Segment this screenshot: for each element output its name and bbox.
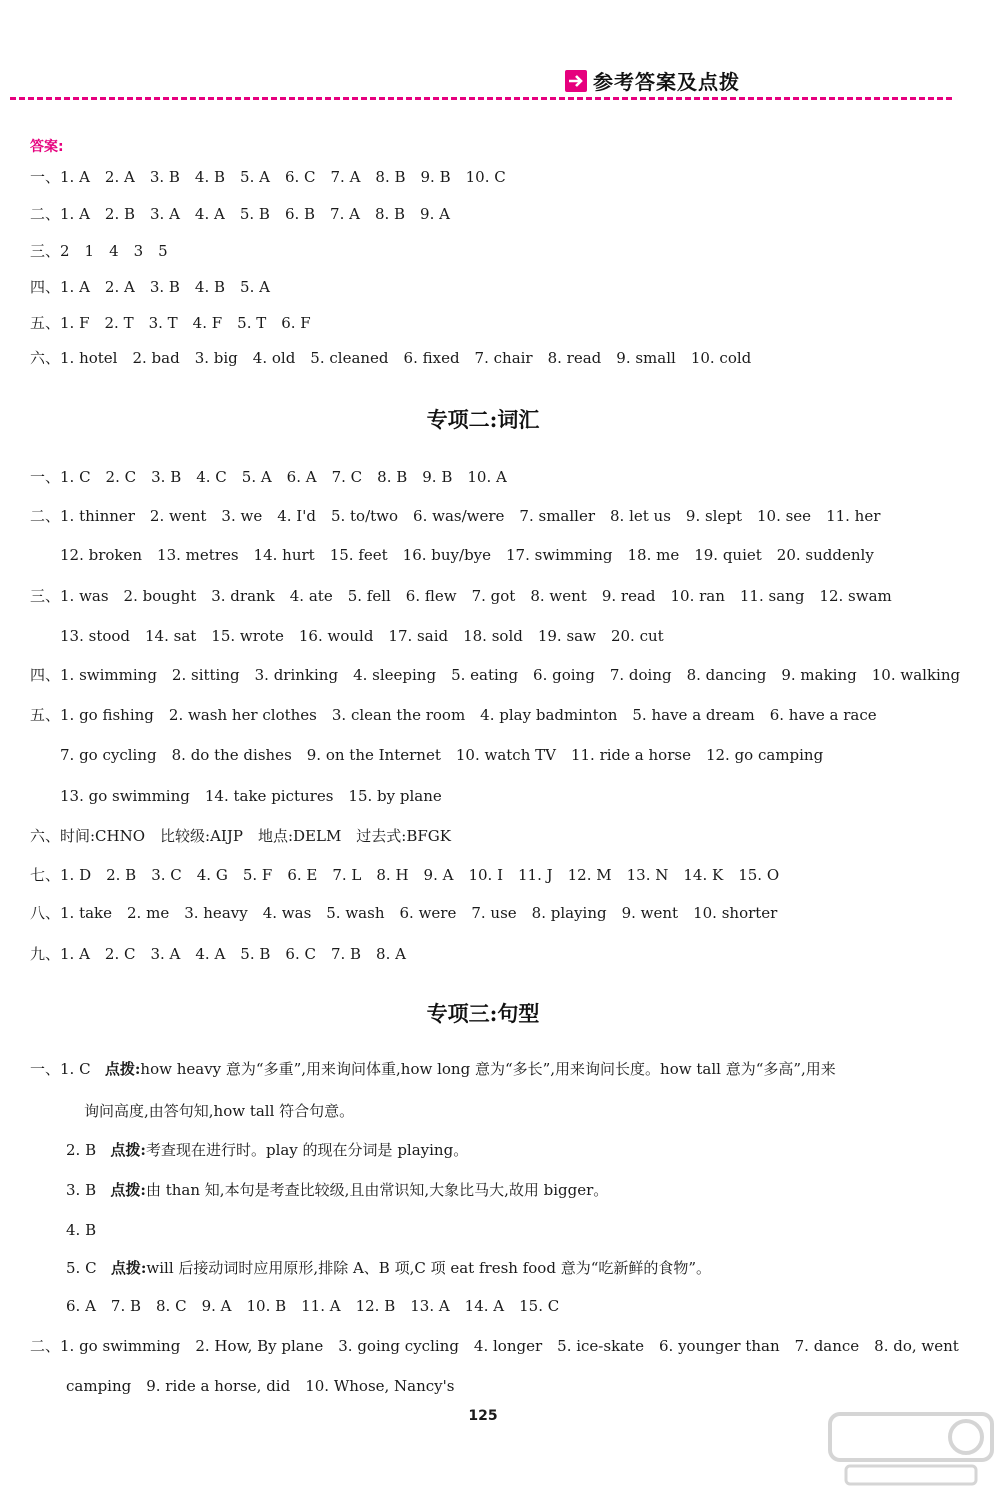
note-text: how heavy 意为“多重”,用来询问体重,how long 意为“多长”,用来询问长度。how tall 意为“多高”,用来	[140, 1060, 836, 1078]
answer-line: camping 9. ride a horse, did 10. Whose, Nancy's	[66, 1377, 455, 1395]
note-label: 点拨:	[110, 1181, 146, 1199]
answer-line: 7. go cycling 8. do the dishes 9. on the Internet 10. watch TV 11. ride a horse 12. go camping	[60, 746, 824, 764]
note-text: 考查现在进行时。play 的现在分词是 playing。	[145, 1141, 469, 1159]
header-divider	[10, 97, 952, 100]
answer-note	[66, 1180, 608, 1200]
answer-label: 答案:	[30, 139, 64, 155]
answer-note	[66, 1140, 468, 1160]
answer-line: 三、2 1 4 3 5	[30, 242, 168, 260]
answer-line: 六、时间:CHNO 比较级:AIJP 地点:DELM 过去式:BFGK	[30, 827, 451, 845]
question-number: 3. B	[66, 1181, 97, 1199]
answer-line: 13. go swimming 14. take pictures 15. by plane	[60, 787, 442, 805]
answer-line: 九、1. A 2. C 3. A 4. A 5. B 6. C 7. B 8. A	[30, 945, 406, 963]
note-text: 询问高度,由答句知,how tall 符合句意。	[84, 1102, 355, 1120]
arrow-right-icon	[565, 70, 587, 92]
watermark-logo-icon	[826, 1410, 996, 1490]
page-header	[565, 66, 740, 95]
answer-line: 一、1. C 2. C 3. B 4. C 5. A 6. A 7. C 8. B 9. B 10. A	[30, 468, 507, 486]
answer-line: 二、1. thinner 2. went 3. we 4. I'd 5. to/two 6. was/were 7. smaller 8. let us 9. slept 10. see 11. her	[30, 507, 881, 525]
note-label: 点拨:	[104, 1060, 141, 1078]
header-title: 参考答案及点拨	[593, 70, 740, 94]
answer-line: 6. A 7. B 8. C 9. A 10. B 11. A 12. B 13. A 14. A 15. C	[66, 1297, 560, 1315]
note-text: 由 than 知,本句是考查比较级,且由常识知,大象比马大,故用 bigger。	[145, 1181, 609, 1199]
answer-note	[66, 1258, 711, 1278]
answer-line: 12. broken 13. metres 14. hurt 15. feet 16. buy/bye 17. swimming 18. me 19. quiet 20. suddenly	[60, 546, 874, 564]
answer-line: 13. stood 14. sat 15. wrote 16. would 17. said 18. sold 19. saw 20. cut	[60, 627, 664, 645]
answer-line: 六、1. hotel 2. bad 3. big 4. old 5. cleaned 6. fixed 7. chair 8. read 9. small 10. cold	[30, 349, 752, 367]
answer-line: 一、1. A 2. A 3. B 4. B 5. A 6. C 7. A 8. B 9. B 10. C	[30, 168, 506, 186]
question-number: 一、1. C	[30, 1060, 91, 1078]
section-title-sentence-patterns: 专项三:句型	[426, 1001, 540, 1026]
answer-line: 五、1. go fishing 2. wash her clothes 3. clean the room 4. play badminton 5. have a dream 6. have a race	[30, 706, 877, 724]
answer-line: 四、1. A 2. A 3. B 4. B 5. A	[30, 278, 270, 296]
question-number: 5. C	[66, 1259, 97, 1277]
question-number: 2. B	[66, 1141, 97, 1159]
answer-line: 三、1. was 2. bought 3. drank 4. ate 5. fell 6. flew 7. got 8. went 9. read 10. ran 11. sang 12. swam	[30, 587, 892, 605]
answer-line: 八、1. take 2. me 3. heavy 4. was 5. wash 6. were 7. use 8. playing 9. went 10. shorter	[30, 904, 778, 922]
answer-line: 七、1. D 2. B 3. C 4. G 5. F 6. E 7. L 8. H 9. A 10. I 11. J 12. M 13. N 14. K 15. O	[30, 866, 780, 884]
note-label: 点拨:	[110, 1259, 147, 1277]
section-title-vocabulary: 专项二:词汇	[426, 407, 540, 432]
answer-line: 五、1. F 2. T 3. T 4. F 5. T 6. F	[30, 314, 311, 332]
page-number: 125	[468, 1408, 498, 1424]
note-text: will 后接动词时应用原形,排除 A、B 项,C 项 eat fresh food 意为“吃新鲜的食物”。	[146, 1259, 712, 1277]
answer-line: 4. B	[66, 1221, 97, 1239]
answer-note	[30, 1059, 836, 1079]
note-label: 点拨:	[110, 1141, 146, 1159]
answer-line: 二、1. A 2. B 3. A 4. A 5. B 6. B 7. A 8. B 9. A	[30, 205, 450, 223]
answer-line: 二、1. go swimming 2. How, By plane 3. going cycling 4. longer 5. ice-skate 6. younger than 7. dance 8. do, went	[30, 1337, 959, 1355]
answer-line: 四、1. swimming 2. sitting 3. drinking 4. sleeping 5. eating 6. going 7. doing 8. dancing 9. making 10. walking	[30, 666, 961, 684]
